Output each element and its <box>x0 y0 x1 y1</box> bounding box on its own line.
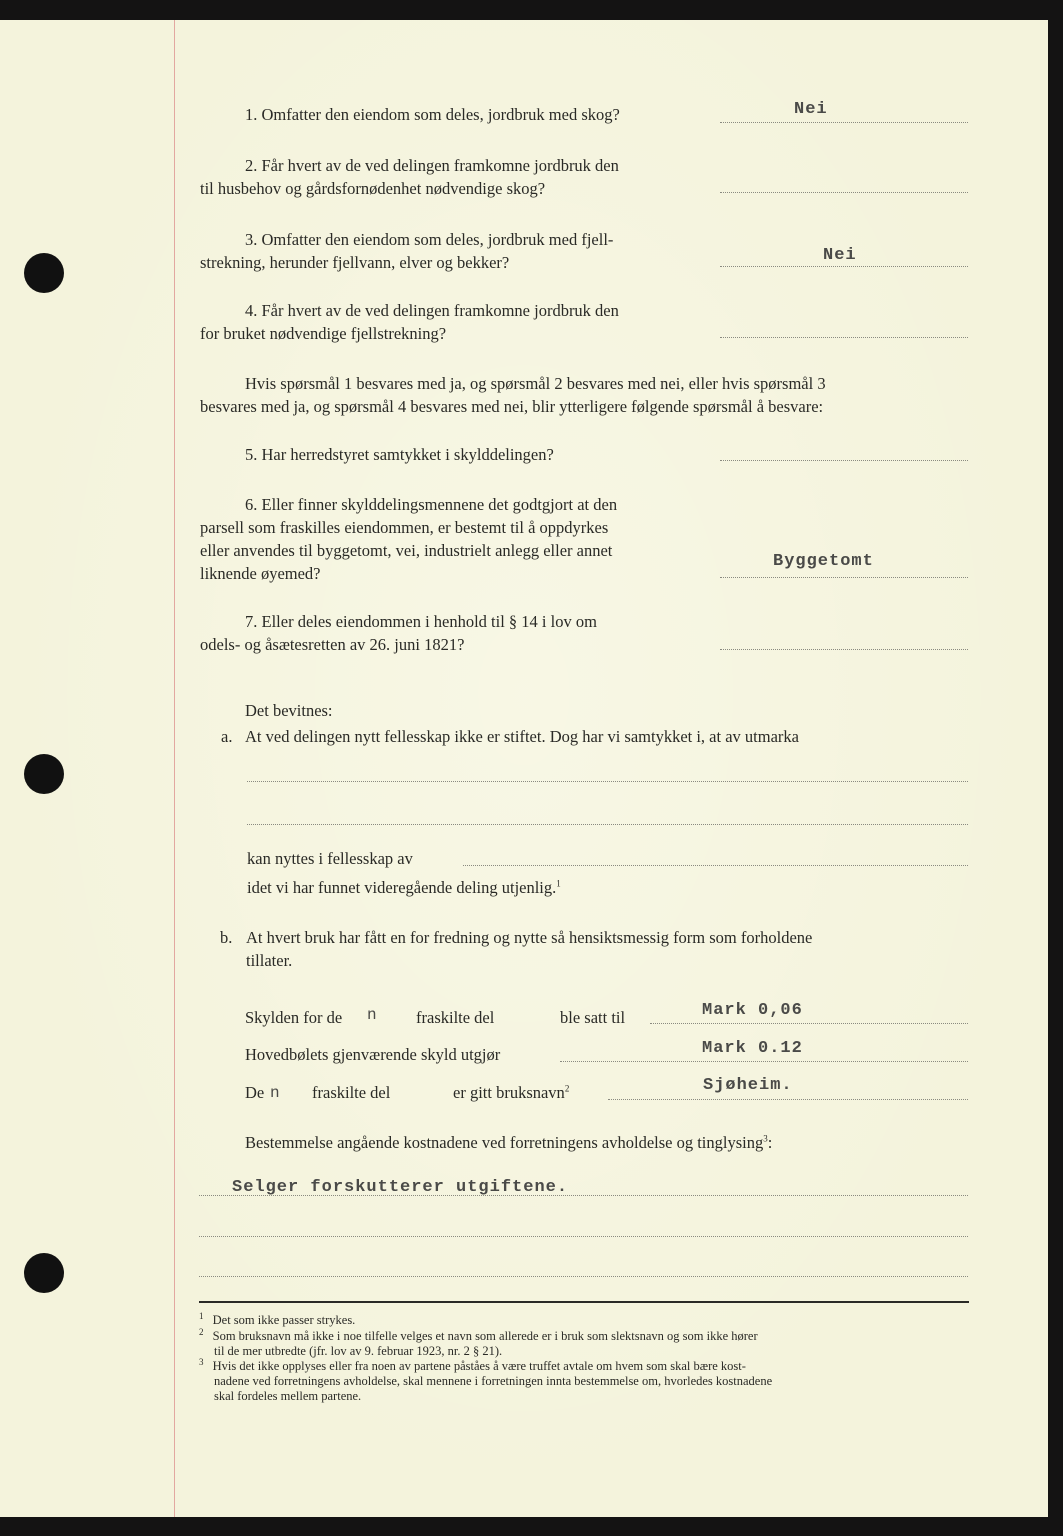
costs-line-3 <box>199 1276 968 1277</box>
footnote-1 <box>199 1310 356 1328</box>
valuation-row-3-value: Sjøheim. <box>703 1076 793 1095</box>
attestation-heading: Det bevitnes: <box>245 701 333 720</box>
valuation-row-3-label-b: fraskilte del <box>312 1083 391 1102</box>
footnote-ref-2: 2 <box>564 1083 570 1094</box>
valuation-row-2-label: Hovedbølets gjenværende skyld utgjør <box>245 1045 501 1064</box>
punch-hole-icon <box>24 253 64 293</box>
question-2-line-2: til husbehov og gårdsfornødenhet nødvendige skog? <box>200 179 546 198</box>
attestation-a-label: a. <box>221 727 233 746</box>
valuation-row-1-label-c: ble satt til <box>560 1008 626 1027</box>
footnote-1-text: Det som ikke passer strykes. <box>212 1313 356 1327</box>
answer-3: Nei <box>823 246 857 265</box>
answer-6: Byggetomt <box>773 552 874 571</box>
question-1-text: 1. Omfatter den eiendom som deles, jordbruk med skog? <box>245 105 620 124</box>
question-5-text: 5. Har herredstyret samtykket i skylddelingen? <box>245 445 554 464</box>
valuation-row-1-label-b: fraskilte del <box>416 1008 495 1027</box>
question-3-line-1: 3. Omfatter den eiendom som deles, jordbruk med fjell- <box>245 230 614 249</box>
punch-hole-icon <box>24 754 64 794</box>
footnote-3-num: 3 <box>199 1356 204 1367</box>
answer-line-2 <box>720 192 968 193</box>
document-page <box>0 20 1048 1517</box>
footnote-2-line-2: til de mer utbredte (jfr. lov av 9. februar 1923, nr. 2 § 21). <box>214 1344 503 1358</box>
valuation-row-2-value: Mark 0.12 <box>702 1039 803 1058</box>
answer-line-5 <box>720 460 968 461</box>
attestation-a-blank-1 <box>247 781 968 782</box>
valuation-row-3-label-c <box>453 1081 569 1104</box>
answer-line-1 <box>720 122 968 123</box>
costs-line-2 <box>199 1236 968 1237</box>
answer-line-7 <box>720 649 968 650</box>
footnote-ref-1: 1 <box>556 878 561 889</box>
attestation-a-closing-text: idet vi har funnet videregående deling utjenlig. <box>247 878 557 897</box>
valuation-row-1-value: Mark 0,06 <box>702 1001 803 1020</box>
costs-label-text: Bestemmelse angående kostnadene ved forretningens avholdelse og tinglysing <box>245 1133 764 1152</box>
footnote-1-num: 1 <box>199 1310 204 1321</box>
conditional-text-line-2: besvares med ja, og spørsmål 4 besvares med nei, blir ytterligere følgende spørsmål å besvare: <box>200 397 824 416</box>
costs-label <box>245 1131 772 1154</box>
question-6-line-4: liknende øyemed? <box>200 564 321 583</box>
costs-value: Selger forskutterer utgiftene. <box>232 1178 569 1197</box>
attestation-b-line-1: At hvert bruk har fått en for fredning og nytte så hensiktsmessig form som forholdene <box>246 928 813 947</box>
conditional-text-line-1: Hvis spørsmål 1 besvares med ja, og spørsmål 2 besvares med nei, eller hvis spørsmål 3 <box>245 374 826 393</box>
attestation-a-blank-2 <box>247 824 968 825</box>
red-margin-line <box>174 20 175 1517</box>
footnote-ref-3: 3 <box>763 1133 768 1144</box>
footnote-3-line-3: skal fordeles mellem partene. <box>214 1389 362 1403</box>
valuation-row-3-label-c-text: er gitt bruksnavn <box>453 1083 565 1102</box>
shared-use-label: kan nyttes i fellesskap av <box>247 849 413 868</box>
valuation-row-3-label-a: De <box>245 1083 265 1102</box>
footnote-2 <box>199 1326 758 1344</box>
valuation-row-3-mark: n <box>270 1084 281 1102</box>
valuation-row-1-mark: n <box>367 1006 378 1024</box>
answer-line-6 <box>720 577 968 578</box>
footnote-3-line-1: Hvis det ikke opplyses eller fra noen av partene påståes å være truffet avtale om hvem som skal bære kost- <box>212 1359 746 1373</box>
question-4-line-1: 4. Får hvert av de ved delingen framkomne jordbruk den <box>245 301 619 320</box>
footnote-3-line-2: nadene ved forretningens avholdelse, skal mennene i forretningen innta bestemmelse om, hvorledes kostnadene <box>214 1374 773 1388</box>
valuation-row-2-line <box>560 1061 968 1062</box>
footnote-2-num: 2 <box>199 1326 204 1337</box>
footnote-2-line-1: Som bruksnavn må ikke i noe tilfelle velges et navn som allerede er i bruk som slektsnavn og som ikke hører <box>212 1329 758 1343</box>
question-7-line-1: 7. Eller deles eiendommen i henhold til § 14 i lov om <box>245 612 597 631</box>
attestation-b-label: b. <box>220 928 233 947</box>
valuation-row-3-line <box>608 1099 968 1100</box>
attestation-a-closing <box>247 876 561 899</box>
question-3-line-2: strekning, herunder fjellvann, elver og bekker? <box>200 253 510 272</box>
question-6-line-3: eller anvendes til byggetomt, vei, industrielt anlegg eller annet <box>200 541 613 560</box>
answer-line-3 <box>720 266 968 267</box>
question-6-line-2: parsell som fraskilles eiendommen, er bestemt til å oppdyrkes <box>200 518 609 537</box>
footnote-3 <box>199 1356 746 1374</box>
question-4-line-2: for bruket nødvendige fjellstrekning? <box>200 324 447 343</box>
answer-line-4 <box>720 337 968 338</box>
question-2-line-1: 2. Får hvert av de ved delingen framkomne jordbruk den <box>245 156 619 175</box>
answer-1: Nei <box>794 100 828 119</box>
footnote-divider <box>199 1301 969 1303</box>
question-6-line-1: 6. Eller finner skylddelingsmennene det godtgjort at den <box>245 495 618 514</box>
attestation-a-text: At ved delingen nytt fellesskap ikke er stiftet. Dog har vi samtykket i, at av utmarka <box>245 727 799 746</box>
shared-use-blank <box>463 865 968 866</box>
attestation-b-line-2: tillater. <box>246 951 293 970</box>
costs-label-suffix: : <box>767 1133 773 1152</box>
valuation-row-1-line <box>650 1023 968 1024</box>
punch-hole-icon <box>24 1253 64 1293</box>
question-7-line-2: odels- og åsætesretten av 26. juni 1821? <box>200 635 465 654</box>
valuation-row-1-label-a: Skylden for de <box>245 1008 343 1027</box>
